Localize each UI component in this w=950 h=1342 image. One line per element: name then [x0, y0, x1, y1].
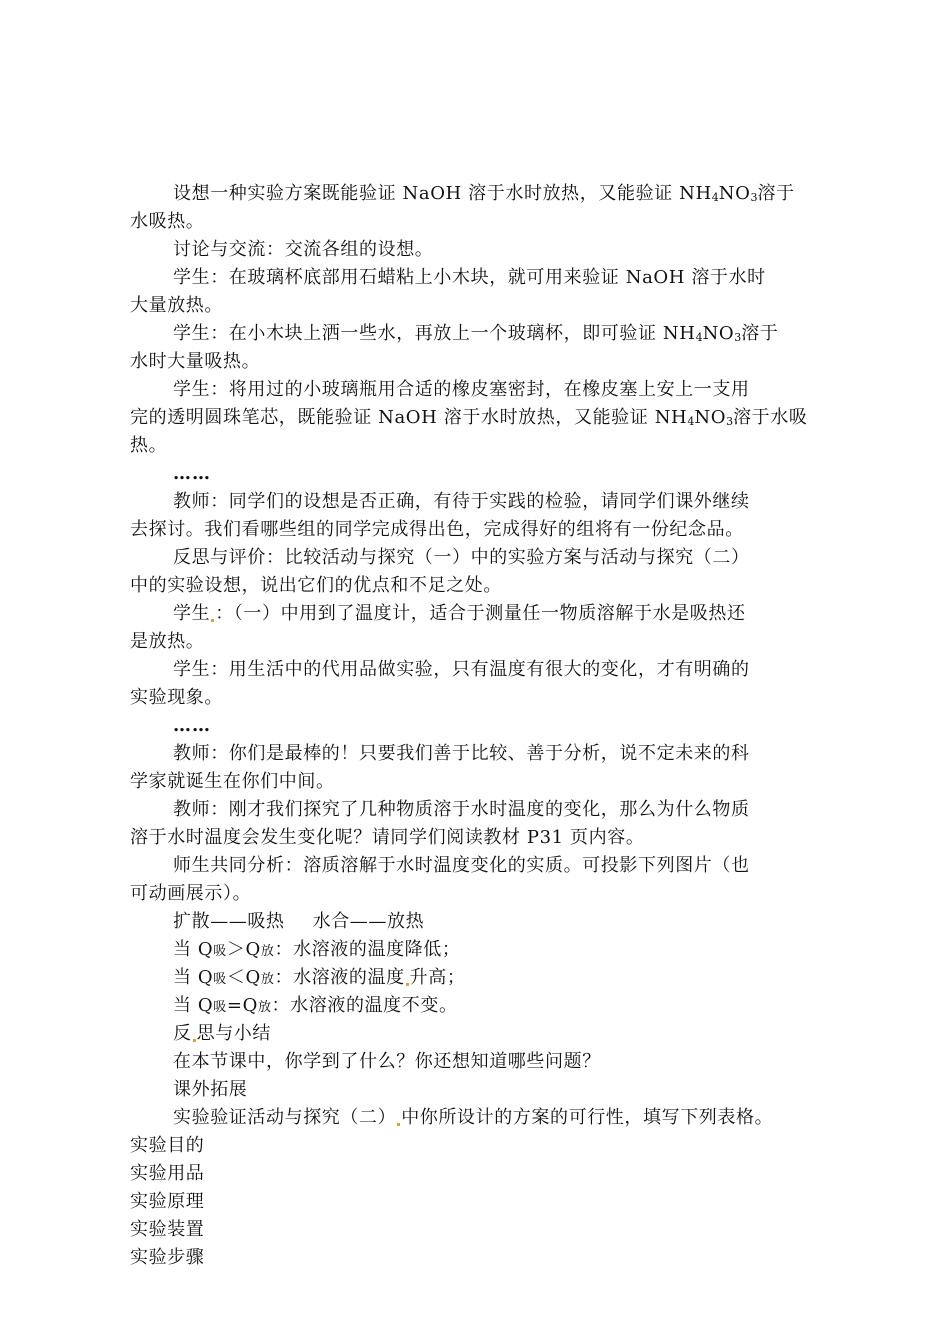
paragraph-line: 热。	[130, 435, 168, 456]
table-row-label: 实验步骤	[130, 1247, 205, 1268]
ellipsis: ……	[173, 715, 211, 736]
paragraph-line: 讨论与交流：交流各组的设想。	[173, 239, 434, 260]
paragraph-line: 大量放热。	[130, 295, 223, 316]
paragraph-line: 学家就诞生在你们中间。	[130, 771, 335, 792]
formula-line: 当 Q吸＞Q放：水溶液的温度降低；	[173, 939, 461, 960]
paragraph-line: 设想一种实验方案既能验证 NaOH 溶于水时放热，又能验证 NH4NO3溶于	[173, 183, 795, 204]
paragraph-line: 教师：同学们的设想是否正确，有待于实践的检验，请同学们课外继续	[173, 491, 750, 512]
edit-mark	[193, 1039, 196, 1042]
section-heading: 课外拓展	[173, 1079, 248, 1100]
ellipsis: ……	[173, 463, 211, 484]
paragraph-line: 教师：你们是最棒的！只要我们善于比较、善于分析，说不定未来的科	[173, 743, 750, 764]
paragraph-line: 水吸热。	[130, 211, 205, 232]
edit-mark	[211, 619, 214, 622]
paragraph-line: 扩散——吸热 水合——放热	[173, 911, 425, 932]
paragraph-line: 中的实验设想，说出它们的优点和不足之处。	[130, 575, 502, 596]
table-row-label: 实验用品	[130, 1163, 205, 1184]
paragraph-line: 实验验证活动与探究（二） 中你所设计的方案的可行性，填写下列表格。	[173, 1107, 774, 1128]
table-row-label: 实验目的	[130, 1135, 205, 1156]
table-row-label: 实验装置	[130, 1219, 205, 1240]
paragraph-line: 学生：将用过的小玻璃瓶用合适的橡皮塞密封，在橡皮塞上安上一支用	[173, 379, 750, 400]
paragraph-line: 水时大量吸热。	[130, 351, 261, 372]
paragraph-line: 学生：在玻璃杯底部用石蜡粘上小木块，就可用来验证 NaOH 溶于水时	[173, 267, 766, 288]
paragraph-line: 去探讨。我们看哪些组的同学完成得出色，完成得好的组将有一份纪念品。	[130, 519, 744, 540]
table-row-label: 实验原理	[130, 1191, 205, 1212]
paragraph-line: 溶于水时温度会发生变化呢？请同学们阅读教材 P31 页内容。	[130, 827, 645, 848]
edit-mark	[397, 1123, 400, 1126]
paragraph-line: 可动画展示）。	[130, 883, 252, 904]
paragraph-line: 是放热。	[130, 631, 205, 652]
paragraph-line: 在本节课中，你学到了什么？你还想知道哪些问题？	[173, 1051, 601, 1072]
paragraph-line: 完的透明圆珠笔芯，既能验证 NaOH 溶于水时放热，又能验证 NH4NO3溶于水吸	[130, 407, 808, 428]
formula-line: 当 Q吸=Q放：水溶液的温度不变。	[173, 995, 458, 1016]
paragraph-line: 学生：用生活中的代用品做实验，只有温度有很大的变化，才有明确的	[173, 659, 750, 680]
document-body	[130, 180, 808, 1272]
paragraph-line: 学生：在小木块上洒一些水，再放上一个玻璃杯，即可验证 NH4NO3溶于	[173, 323, 779, 344]
formula-line: 当 Q吸＜Q放：水溶液的温度 升高；	[173, 967, 466, 988]
paragraph-line: 师生共同分析：溶质溶解于水时温度变化的实质。可投影下列图片（也	[173, 855, 750, 876]
section-heading: 反 思与小结	[173, 1023, 272, 1044]
paragraph-line: 反思与评价：比较活动与探究（一）中的实验方案与活动与探究（二）	[173, 547, 750, 568]
paragraph-line: 实验现象。	[130, 687, 223, 708]
paragraph-line: 学生 ：（一）中用到了温度计，适合于测量任一物质溶解于水是吸热还	[173, 603, 746, 624]
paragraph-line: 教师：刚才我们探究了几种物质溶于水时温度的变化，那么为什么物质	[173, 799, 750, 820]
edit-mark	[406, 983, 409, 986]
